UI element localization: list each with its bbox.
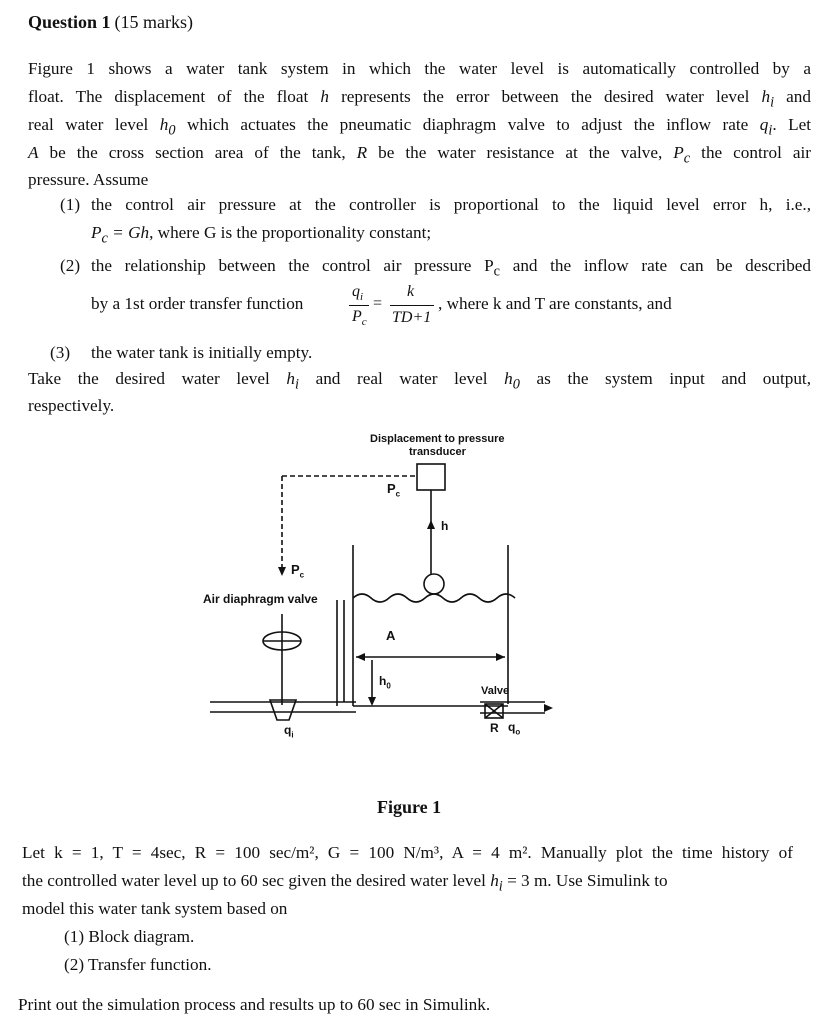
intro-text-5: pressure. Assume [28,170,149,189]
pc-arrow-down [278,567,286,576]
tf-denominator-right: TD+1 [392,309,432,326]
air-diaphragm-valve-label: Air diaphragm valve [203,592,318,606]
take-var-h0-sub: 0 [512,376,520,393]
assumption-2-text: the relationship between the control air pressure P [91,256,494,275]
pc-top-label [387,481,400,499]
question-number: Question 1 [28,12,111,32]
pc-top-p: P [387,481,396,496]
intro-text-1: Figure 1 shows a water tank system in which the water level is automatically controlled by a [28,59,811,78]
assumption-1-number: (1) [60,195,81,214]
take-line-2: respectively. [28,396,115,415]
intro-text-3d: which actuates the pneumatic diaphragm valve to adjust the inflow rate [175,115,760,134]
h0-h: h [379,674,387,688]
final-instruction: Print out the simulation process and results up to 60 sec in Simulink. [18,995,491,1014]
intro-text-4d: be the water resistance at the valve, [367,143,674,162]
outlet-valve-label: Valve [481,685,510,697]
var-Pc-sub: c [683,150,691,167]
qo-label [508,720,520,736]
eq-pc-sub: c [101,230,108,247]
area-arrow-left [356,653,365,661]
water-surface [353,594,515,602]
qo-sub: o [515,727,521,737]
intro-text-2a: float. The displacement of the float [28,87,321,106]
task-text-2d: = 3 m. Use Simulink to [502,871,668,890]
var-h0-sub: 0 [168,122,176,139]
var-h: h [320,87,329,106]
outflow-arrow [544,704,553,712]
intro-text-3g: . Let [772,115,811,134]
take-text-1g: as the system input and output, [519,369,811,388]
intro-text-2f: and [774,87,811,106]
qi-q: q [284,723,292,737]
take-var-hi: h [286,369,295,388]
intro-text-4g: the control air [690,143,811,162]
tf-q-sub: i [360,291,364,304]
var-qi: q [759,115,769,134]
var-qi-sub: i [768,122,773,139]
assumption-2-number: (2) [60,256,81,275]
area-label: A [386,628,396,643]
intro-text-4b: be the cross section area of the tank, [38,143,357,162]
pc-top-sub: c [395,489,401,499]
float-ball [424,574,444,594]
assumption-2-line-2: by a 1st order transfer function [91,294,304,313]
var-R: R [356,143,368,162]
pc-left-label [291,562,304,580]
tf-p: P [352,308,362,325]
task-line-1 [22,843,793,863]
qi-label [284,723,294,739]
take-var-h0: h [504,369,513,388]
qi-sub: i [291,730,294,740]
level-arrow-down [368,697,376,706]
var-h0: h [159,115,169,134]
pc-left-sub: c [299,570,305,580]
task-item-2: (2) Transfer function. [64,955,212,974]
task-item-1: (1) Block diagram. [64,927,195,946]
assumption-3-text: the water tank is initially empty. [91,343,313,362]
tf-numerator-right: k [407,283,415,300]
transducer-label-line-1: Displacement to pressure [370,433,505,445]
assumption-2-text2: and the inflow rate can be described [500,256,812,275]
figure-caption: Figure 1 [377,797,442,817]
h-label: h [441,519,449,533]
take-var-hi-sub: i [294,376,299,393]
take-text-1a: Take the desired water level [28,369,287,388]
tf-equals: = [373,295,383,312]
h0-label [379,674,391,690]
assumption-1-tail: , where G is the proportionality constant; [149,223,432,242]
tf-p-sub: c [361,316,367,329]
assumption-2-sub: c [493,263,501,280]
task-var-hi: h [490,871,499,890]
tf-q: q [352,283,360,300]
pc-left-p: P [291,562,300,577]
task-line-2 [22,871,668,896]
transducer-box [417,464,445,490]
var-hi-sub: i [770,94,775,111]
qo-q: q [508,720,516,734]
task-var-hi-sub: i [498,878,503,895]
assumption-1-text: the control air pressure at the controller is proportional to the liquid level error h, i.e., [91,195,811,214]
intro-text-2c: represents the error between the desired water level [328,87,762,106]
assumption-3-number: (3) [50,343,71,362]
inlet-valve-body [270,700,296,720]
task-line-3: model this water tank system based on [22,899,288,918]
assumption-2-tail: , where k and T are constants, and [438,294,672,313]
resistance-label: R [490,721,499,735]
eq-pc: P [91,223,102,242]
h0-sub: 0 [386,681,391,691]
question-marks: (15 marks) [114,12,193,32]
take-text-1d: and real water level [298,369,505,388]
var-A: A [28,143,39,162]
h-arrow-up [427,520,435,529]
transducer-label-line-2: transducer [409,446,466,458]
var-hi: h [761,87,771,106]
eq-gh: = Gh [107,223,150,242]
var-Pc: P [673,143,684,162]
intro-text-3a: real water level [28,115,160,134]
task-text-2a: the controlled water level up to 60 sec given the desired water level [22,871,491,890]
area-arrow-right [496,653,505,661]
task-text-1: Let k = 1, T = 4sec, R = 100 sec/m², G = 100 N/m³, A = 4 m². Manually plot the time history of [22,843,793,862]
